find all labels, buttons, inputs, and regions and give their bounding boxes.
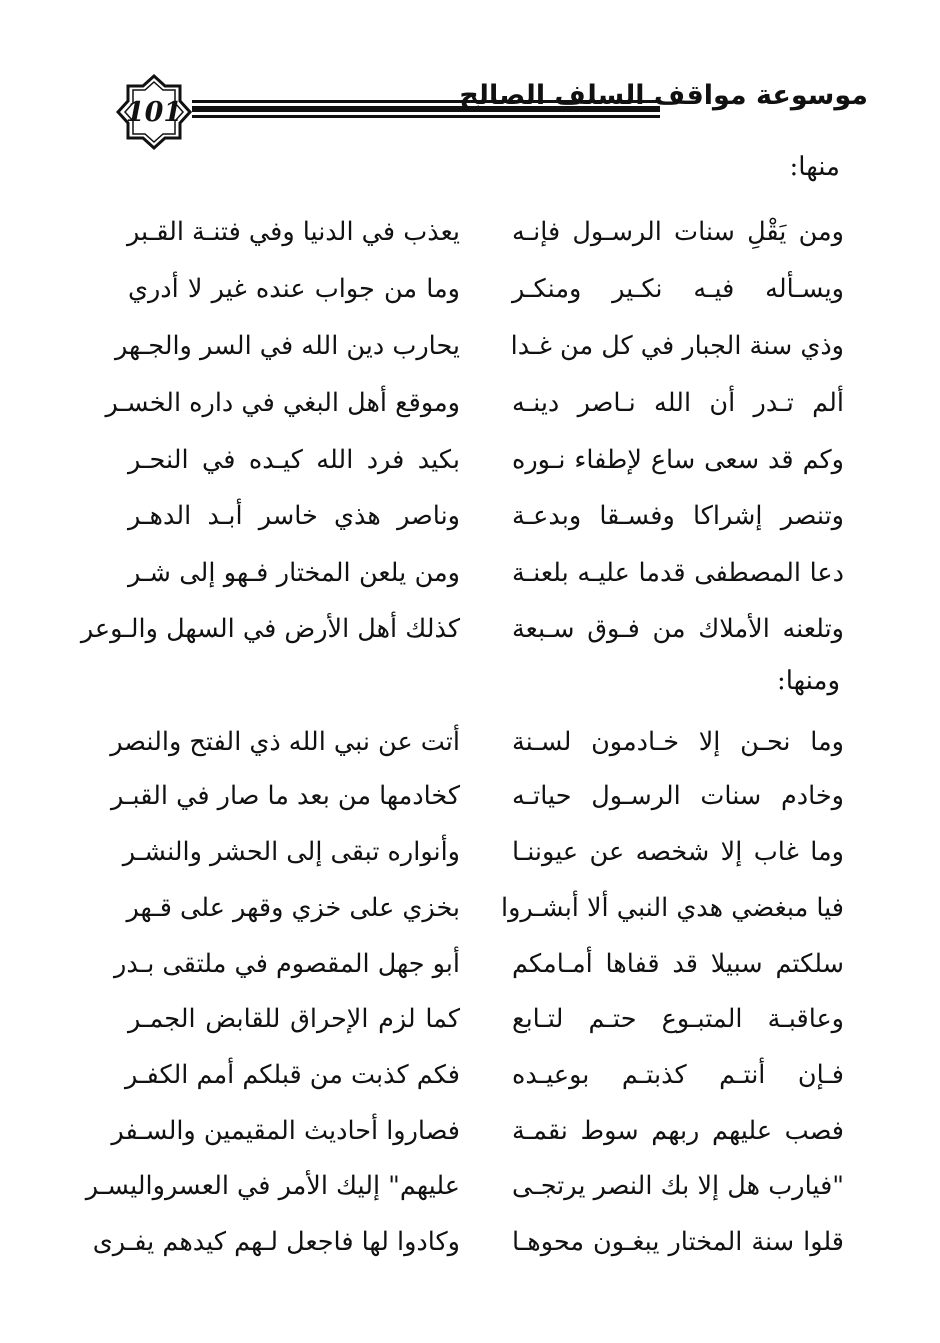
- verse-second-hemistich: فصاروا أحاديث المقيمين والسـفر: [111, 1116, 460, 1146]
- verse-second-hemistich: وكادوا لها فاجعل لـهم كيدهم يفـرى: [92, 1227, 460, 1257]
- verse-second-hemistich: بكيد فرد الله كيـده في النحـر: [128, 445, 460, 475]
- verse-second-hemistich: وموقع أهل البغي في داره الخسـر: [105, 388, 460, 418]
- section-heading: منها:: [789, 152, 840, 182]
- verse-second-hemistich: أبو جهل المقصوم في ملتقى بـدر: [114, 949, 460, 979]
- verse-second-hemistich: كخادمها من بعد ما صار في القبـر: [111, 781, 460, 811]
- page-header: [108, 72, 868, 152]
- verse-first-hemistich: وتنصر إشراكا وفسـقا وبدعـة: [512, 501, 844, 531]
- verse-second-hemistich: وما من جواب عنده غير لا أدري: [128, 274, 460, 304]
- verse-second-hemistich: عليهم" إليك الأمر في العسرواليسـر: [85, 1171, 460, 1201]
- verse-first-hemistich: وما نحـن إلا خـادمون لسـنة: [512, 727, 844, 757]
- page-number: 101: [125, 96, 183, 128]
- verse-first-hemistich: ألم تـدر أن الله نـاصر دينـه: [512, 388, 844, 418]
- verse-first-hemistich: وتلعنه الأملاك من فـوق سـبعة: [512, 614, 844, 644]
- page-number-badge: [116, 74, 192, 150]
- verse-second-hemistich: كما لزم الإحراق للقابض الجمـر: [128, 1004, 460, 1034]
- verse-second-hemistich: فكم كذبت من قبلكم أمم الكفـر: [125, 1060, 460, 1090]
- verse-second-hemistich: وناصر هذي خاسر أبـد الدهـر: [128, 501, 460, 531]
- verse-second-hemistich: كذلك أهل الأرض في السهل والـوعر: [80, 614, 460, 644]
- verse-second-hemistich: يعذب في الدنيا وفي فتنـة القـبر: [126, 217, 460, 247]
- verse-first-hemistich: وعاقبـة المتبـوع حتـم لتـابع: [512, 1004, 844, 1034]
- verse-first-hemistich: وما غاب إلا شخصه عن عيوننـا: [512, 837, 844, 867]
- verse-second-hemistich: ومن يلعن المختار فـهو إلى شـر: [128, 558, 460, 588]
- verse-first-hemistich: سلكتم سبيلا قد قفاها أمـامكم: [512, 949, 844, 979]
- verse-first-hemistich: وذي سنة الجبار في كل من غـدا: [510, 331, 844, 361]
- verse-second-hemistich: وأنواره تبقى إلى الحشر والنشـر: [122, 837, 460, 867]
- verse-second-hemistich: يحارب دين الله في السر والجـهر: [114, 331, 460, 361]
- verse-first-hemistich: دعا المصطفى قدما عليـه بلعنـة: [512, 558, 844, 588]
- verse-first-hemistich: "فيارب هل إلا بك النصر يرتجـى: [512, 1171, 844, 1201]
- verse-first-hemistich: فيا مبغضي هدي النبي ألا أبشـروا: [501, 893, 844, 923]
- section-heading: ومنها:: [777, 666, 840, 696]
- verse-first-hemistich: فـإن أنتـم كذبتـم بوعيـده: [512, 1060, 844, 1090]
- verse-first-hemistich: وخادم سنات الرسـول حياتـه: [512, 781, 844, 811]
- verse-first-hemistich: ويسـأله فيـه نكـير ومنكـر: [512, 274, 844, 304]
- verse-first-hemistich: وكم قد سعى ساع لإطفاء نـوره: [512, 445, 844, 475]
- verse-first-hemistich: قلوا سنة المختار يبغـون محوهـا: [512, 1227, 844, 1257]
- verse-second-hemistich: أتت عن نبي الله ذي الفتح والنصر: [110, 727, 460, 757]
- verse-first-hemistich: ومن يَقْلِ سنات الرسـول فإنـه: [512, 217, 844, 247]
- verse-first-hemistich: فصب عليهم ربهم سوط نقمـة: [512, 1116, 844, 1146]
- verse-second-hemistich: بخزي على خزي وقهر على قـهر: [126, 893, 460, 923]
- book-title: موسوعة مواقف السلف الصالح: [459, 80, 868, 111]
